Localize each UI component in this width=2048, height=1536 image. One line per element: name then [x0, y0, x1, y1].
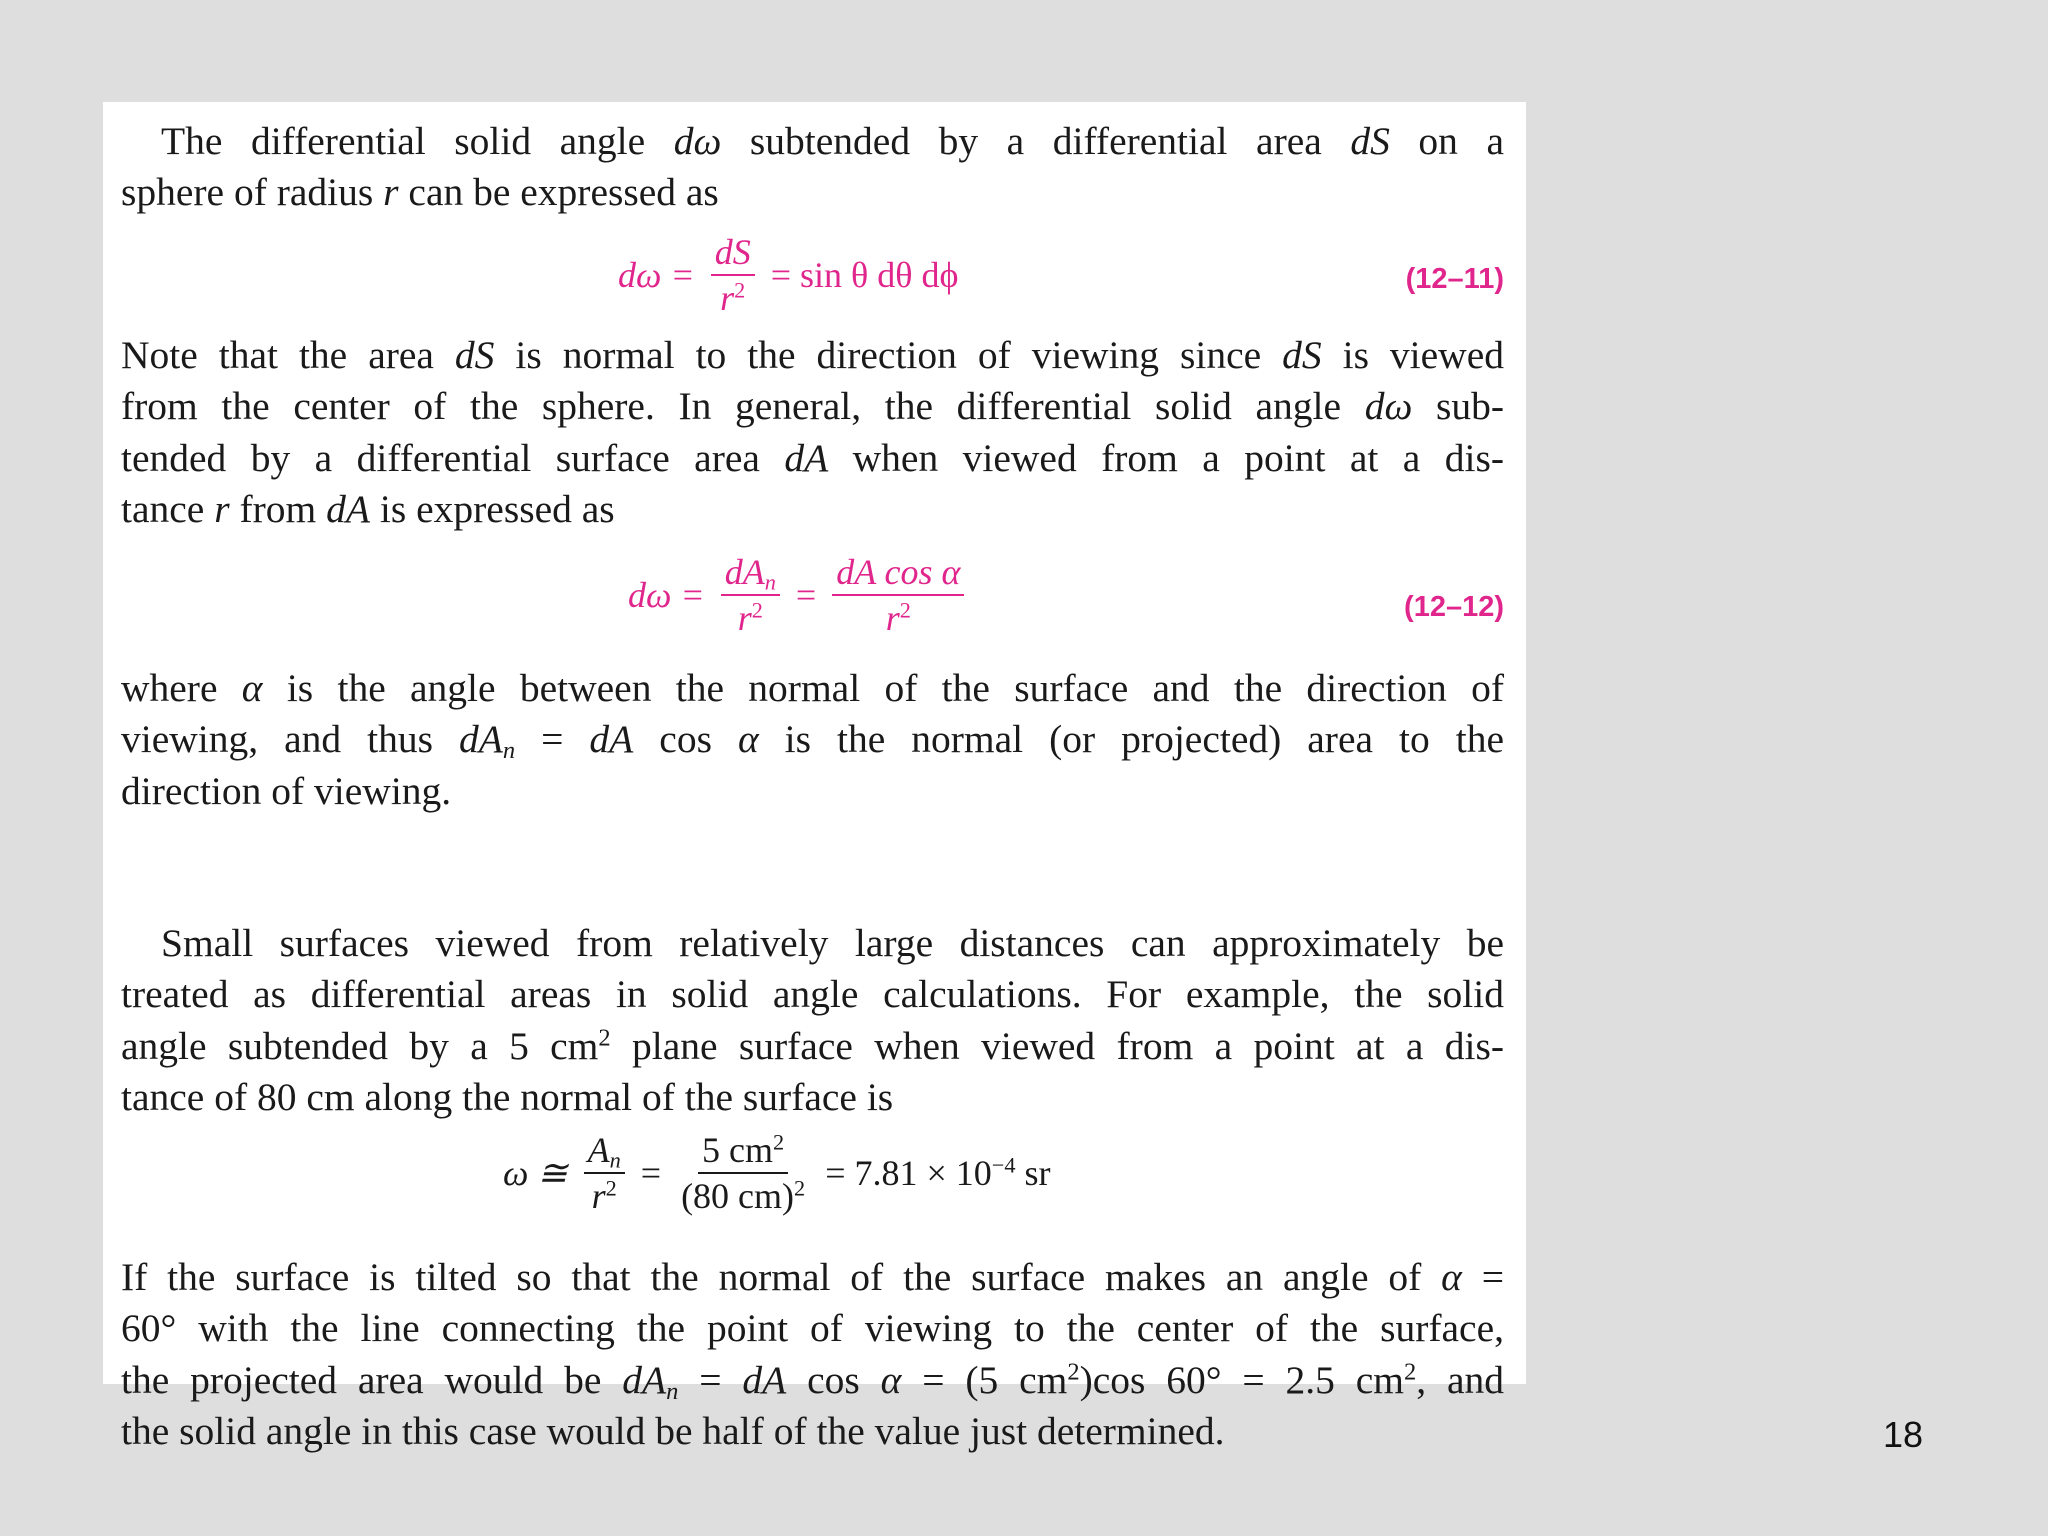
text-line: Small surfaces viewed from relatively large distances can approximately be [161, 921, 1504, 965]
text-line: The differential solid angle dω subtended by a differential area dS on a [161, 119, 1504, 163]
paragraph-small-surfaces [121, 918, 1504, 1123]
equation-number-12-11: (12–11) [1405, 263, 1504, 295]
fraction: $\frac{A_n}{r^2}$ [584, 1132, 625, 1214]
textbook-excerpt-panel [103, 102, 1526, 1453]
text-line: tended by a differential surface area dA when viewed from a point at a dis- [121, 435, 1504, 480]
page-number: 18 [1883, 1414, 1924, 1455]
text-line: from the center of the sphere. In general, the differential solid angle dω sub- [121, 384, 1504, 429]
equation-number-12-12: (12–12) [1404, 591, 1504, 623]
text-line: where α is the angle between the normal of the surface and the direction of [121, 666, 1504, 710]
equation-12-11: dω = $\frac{dS}{r^2}$ = sin θ dθ dϕ [618, 232, 959, 318]
equation-solid-angle-example: ω ≅ $\frac{A_n}{r^2}$ = $\frac{5 cm^2}{(80 cm)^2}$ = $7.81 \times 10^{-4}$ sr [503, 1129, 1051, 1216]
text-line: angle subtended by a 5 $cm^2$ plane surface when viewed from a point at a dis- [121, 1023, 1504, 1068]
text-line: 60° with the line connecting the point of viewing to the center of the surface, [121, 1306, 1504, 1351]
fraction: $\frac{dA_n}{r^2}$ [721, 554, 780, 636]
equation-12-12: dω = $\frac{dA_n}{r^2}$ = $\frac{\text{dA cos α}}{r^2}$ [628, 554, 970, 636]
fraction: $\frac{\text{dA cos α}}{r^2}$ [832, 554, 964, 636]
text-line: treated as differential areas in solid angle calculations. For example, the solid [121, 972, 1504, 1017]
text-line: the solid angle in this case would be half of the value just determined. [121, 1408, 1225, 1453]
fraction: $\frac{5 cm^2}{(80 cm)^2}$ [681, 1129, 806, 1216]
paragraph-tilted-surface [121, 1252, 1504, 1457]
text-line: sphere of radius r can be expressed as [121, 170, 719, 215]
paragraph-solid-angle-intro [121, 116, 1504, 219]
text-line: direction of viewing. [121, 768, 452, 813]
text-line: If the surface is tilted so that the normal of the surface makes an angle of α = [121, 1255, 1504, 1299]
paragraph-projected-area [121, 663, 1504, 817]
text-line: viewing, and thus $dA_n$ = dA cos α is the normal (or projected) area to the [121, 717, 1504, 765]
text-line: tance r from dA is expressed as [121, 486, 615, 531]
text-line: the projected area would be $dA_n$ = dA cos α = (5 $cm^2)\cos$ 60° = 2.5 $cm^2$, and [121, 1357, 1504, 1405]
text-line: tance of 80 cm along the normal of the surface is [121, 1074, 894, 1119]
text-line: Note that the area dS is normal to the direction of viewing since dS is viewed [121, 333, 1504, 377]
fraction: $\frac{dS}{r^2}$ [711, 234, 755, 316]
paragraph-normal-area [121, 330, 1504, 535]
